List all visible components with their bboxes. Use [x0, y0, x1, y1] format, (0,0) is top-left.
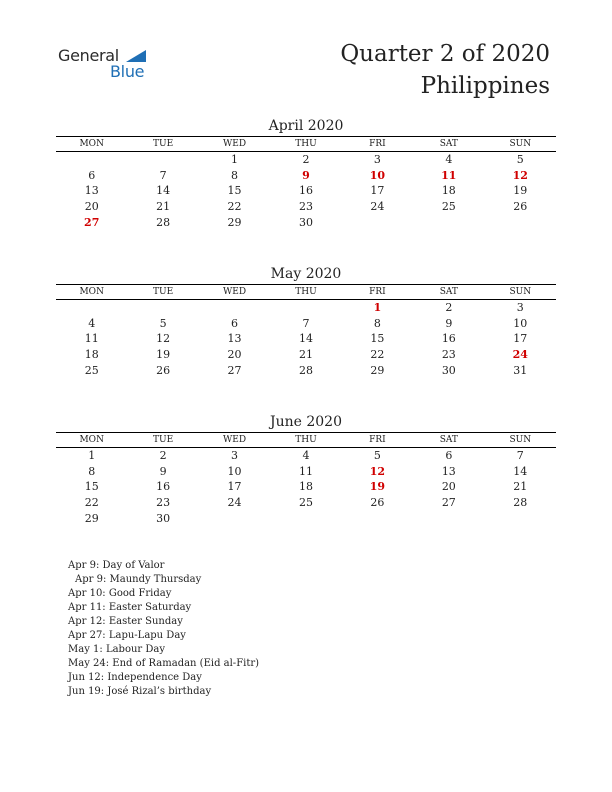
weekday-header-row	[56, 285, 556, 300]
day-cell: 20	[441, 480, 456, 494]
day-cell: 9	[445, 316, 453, 330]
weekday-label: TUE	[127, 137, 198, 152]
day-cell: 17	[370, 184, 385, 198]
day-cell: 26	[370, 496, 385, 510]
day-cell: 16	[156, 480, 171, 494]
day-cell	[413, 510, 484, 526]
day-cell: 15	[370, 332, 385, 346]
calendar-grid	[56, 432, 556, 526]
day-cell	[485, 510, 556, 526]
month-june	[56, 412, 556, 526]
day-cell: 13	[84, 184, 99, 198]
day-cell: 24	[370, 200, 385, 214]
day-cell	[127, 152, 198, 168]
day-cell: 3	[373, 153, 381, 167]
day-cell: 20	[227, 348, 242, 362]
weekday-label: FRI	[342, 285, 413, 300]
day-cell: 27	[441, 496, 456, 510]
holiday-day-cell: 1	[373, 301, 382, 315]
day-cell: 31	[513, 363, 528, 377]
day-cell: 28	[156, 215, 171, 229]
month-may	[56, 264, 556, 378]
day-cell: 13	[441, 464, 456, 478]
day-cell: 16	[441, 332, 456, 346]
day-cell: 18	[84, 348, 99, 362]
week-row	[56, 331, 556, 347]
week-row	[56, 510, 556, 526]
day-cell	[342, 510, 413, 526]
day-cell: 13	[227, 332, 242, 346]
month-april	[56, 116, 556, 230]
weekday-label: WED	[199, 137, 270, 152]
day-cell	[56, 152, 127, 168]
month-title: April 2020	[268, 118, 344, 134]
day-cell: 25	[84, 363, 99, 377]
day-cell: 21	[513, 480, 528, 494]
weekday-label: WED	[199, 433, 270, 448]
holiday-note: Jun 19: José Rizal’s birthday	[68, 686, 212, 697]
weekday-label: THU	[270, 137, 341, 152]
weekday-label: MON	[56, 433, 127, 448]
generalblue-logo	[58, 44, 168, 84]
day-cell: 21	[156, 200, 171, 214]
day-cell: 2	[302, 153, 310, 167]
day-cell: 18	[298, 480, 313, 494]
day-cell: 7	[516, 449, 524, 463]
day-cell: 6	[231, 316, 239, 330]
holiday-list	[68, 559, 259, 699]
day-cell: 10	[227, 464, 242, 478]
weekday-header-row	[56, 433, 556, 448]
day-cell: 14	[298, 332, 313, 346]
day-cell: 29	[84, 511, 99, 525]
day-cell: 25	[298, 496, 313, 510]
day-cell	[270, 510, 341, 526]
day-cell: 5	[159, 316, 167, 330]
day-cell: 22	[370, 348, 385, 362]
day-cell: 26	[156, 363, 171, 377]
holiday-day-cell: 27	[84, 215, 100, 229]
day-cell: 29	[227, 215, 242, 229]
weekday-label: WED	[199, 285, 270, 300]
day-cell	[270, 300, 341, 316]
day-cell: 15	[227, 184, 242, 198]
day-cell: 12	[156, 332, 171, 346]
day-cell: 23	[156, 496, 171, 510]
week-row	[56, 448, 556, 464]
logo-general-text: General	[58, 46, 119, 65]
day-cell: 29	[370, 363, 385, 377]
month-title: June 2020	[269, 414, 342, 430]
day-cell	[199, 300, 270, 316]
weekday-label: MON	[56, 285, 127, 300]
holiday-note: May 1: Labour Day	[68, 644, 165, 655]
holiday-note: Jun 12: Independence Day	[68, 672, 202, 683]
weekday-label: MON	[56, 137, 127, 152]
day-cell: 11	[298, 464, 313, 478]
weekday-label: SAT	[413, 137, 484, 152]
holiday-day-cell: 11	[441, 168, 457, 182]
day-cell: 14	[513, 464, 528, 478]
week-row	[56, 214, 556, 230]
day-cell: 2	[445, 301, 453, 315]
day-cell: 18	[441, 184, 456, 198]
day-cell: 30	[298, 215, 313, 229]
day-cell: 1	[88, 449, 96, 463]
day-cell: 14	[156, 184, 171, 198]
weekday-header-row	[56, 137, 556, 152]
day-cell: 17	[513, 332, 528, 346]
day-cell: 5	[373, 449, 381, 463]
holiday-note: Apr 9: Day of Valor	[68, 560, 165, 571]
day-cell: 1	[231, 153, 239, 167]
month-title: May 2020	[270, 266, 342, 282]
weekday-label: THU	[270, 285, 341, 300]
holiday-note: May 24: End of Ramadan (Eid al-Fitr)	[68, 658, 260, 669]
day-cell: 7	[302, 316, 310, 330]
weekday-label: TUE	[127, 285, 198, 300]
day-cell: 4	[445, 153, 453, 167]
week-row	[56, 464, 556, 480]
day-cell: 4	[88, 316, 96, 330]
day-cell: 4	[302, 449, 310, 463]
weekday-label: SUN	[485, 433, 556, 448]
day-cell: 8	[373, 316, 381, 330]
day-cell: 22	[84, 496, 99, 510]
day-cell: 3	[516, 301, 524, 315]
calendar-grid	[56, 136, 556, 230]
weekday-label: FRI	[342, 137, 413, 152]
week-row	[56, 152, 556, 168]
day-cell: 6	[88, 168, 96, 182]
week-row	[56, 347, 556, 363]
week-row	[56, 316, 556, 332]
holiday-note: Apr 10: Good Friday	[68, 588, 172, 599]
day-cell: 10	[513, 316, 528, 330]
day-cell: 6	[445, 449, 453, 463]
week-row	[56, 495, 556, 511]
day-cell: 15	[84, 480, 99, 494]
day-cell: 8	[88, 464, 96, 478]
day-cell: 27	[227, 363, 242, 377]
day-cell: 26	[513, 200, 528, 214]
logo-blue-text: Blue	[110, 62, 145, 81]
day-cell: 23	[298, 200, 313, 214]
week-row	[56, 300, 556, 316]
day-cell	[413, 214, 484, 230]
holiday-day-cell: 19	[369, 480, 386, 494]
day-cell: 25	[441, 200, 456, 214]
day-cell	[56, 300, 127, 316]
day-cell: 20	[84, 200, 99, 214]
week-row	[56, 199, 556, 215]
day-cell: 28	[298, 363, 313, 377]
day-cell: 21	[298, 348, 313, 362]
day-cell: 7	[159, 168, 167, 182]
day-cell: 23	[441, 348, 456, 362]
day-cell: 17	[227, 480, 242, 494]
page-title	[340, 38, 550, 102]
day-cell: 11	[84, 332, 99, 346]
day-cell: 19	[513, 184, 528, 198]
day-cell: 16	[298, 184, 313, 198]
week-row	[56, 168, 556, 184]
holiday-day-cell: 9	[302, 168, 310, 182]
day-cell: 8	[231, 168, 239, 182]
logo-triangle-icon	[126, 50, 146, 62]
day-cell: 3	[231, 449, 239, 463]
day-cell: 19	[156, 348, 171, 362]
week-row	[56, 183, 556, 199]
holiday-note: Apr 12: Easter Sunday	[68, 616, 183, 627]
day-cell	[342, 214, 413, 230]
day-cell: 28	[513, 496, 528, 510]
day-cell: 5	[516, 153, 524, 167]
holiday-day-cell: 10	[369, 168, 386, 182]
day-cell	[127, 300, 198, 316]
day-cell: 30	[156, 511, 171, 525]
day-cell	[199, 510, 270, 526]
day-cell: 30	[441, 363, 456, 377]
day-cell: 22	[227, 200, 242, 214]
day-cell: 9	[159, 464, 167, 478]
holiday-day-cell: 12	[369, 464, 386, 478]
holiday-day-cell: 12	[512, 168, 528, 182]
day-cell: 2	[159, 449, 167, 463]
weekday-label: TUE	[127, 433, 198, 448]
week-row	[56, 479, 556, 495]
title-quarter: Quarter 2 of 2020	[340, 41, 550, 67]
week-row	[56, 362, 556, 378]
day-cell: 24	[227, 496, 242, 510]
weekday-label: SUN	[485, 285, 556, 300]
weekday-label: SUN	[485, 137, 556, 152]
holiday-note: Apr 11: Easter Saturday	[68, 602, 192, 613]
weekday-label: THU	[270, 433, 341, 448]
holiday-note: Apr 9: Maundy Thursday	[75, 574, 202, 585]
weekday-label: SAT	[413, 285, 484, 300]
weekday-label: SAT	[413, 433, 484, 448]
holiday-note: Apr 27: Lapu-Lapu Day	[68, 630, 186, 641]
title-country: Philippines	[420, 73, 550, 99]
weekday-label: FRI	[342, 433, 413, 448]
calendar-grid	[56, 284, 556, 378]
holiday-day-cell: 24	[512, 348, 528, 362]
day-cell	[485, 214, 556, 230]
